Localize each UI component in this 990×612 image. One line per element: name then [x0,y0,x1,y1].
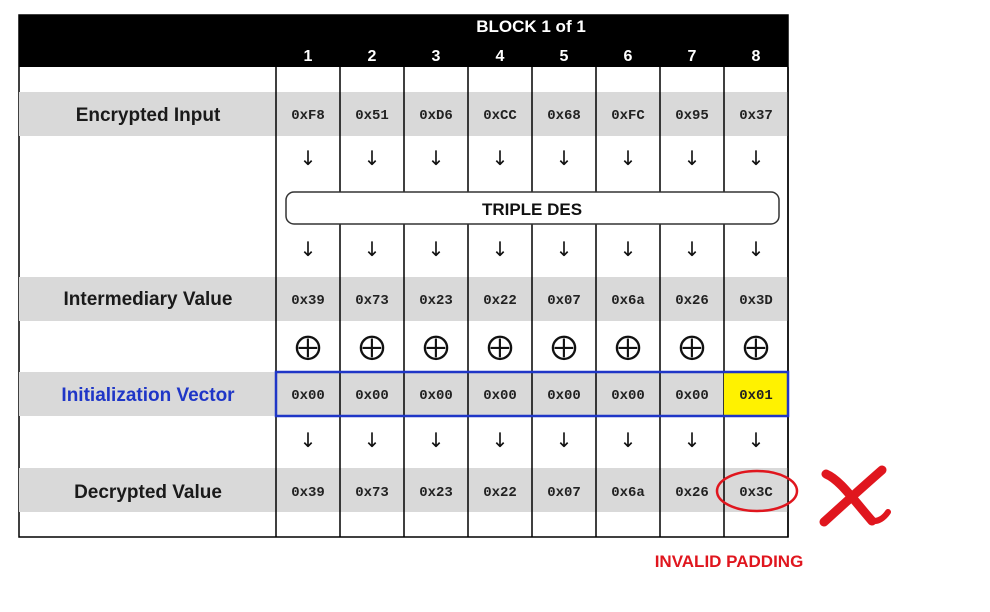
arrow-down-icon: ↓ [747,237,765,261]
xor-icon: ⨁ [487,332,513,362]
encrypted-input-cell-7: 0x95 [675,108,709,124]
intermediary-value-cell-8: 0x3D [739,293,773,309]
arrow-down-icon: ↓ [747,146,765,170]
arrow-down-icon: ↓ [555,146,573,170]
column-header-1: 1 [303,48,313,65]
decrypted-value-label: Decrypted Value [74,482,222,503]
decrypted-value-cell-2: 0x73 [355,485,389,501]
decrypted-value-cell-5: 0x07 [547,485,581,501]
arrow-down-icon: ↓ [619,146,637,170]
xor-icon: ⨁ [743,332,769,362]
arrow-down-icon: ↓ [363,237,381,261]
intermediary-value-cell-4: 0x22 [483,293,517,309]
arrow-down-icon: ↓ [619,428,637,452]
column-header-7: 7 [687,48,697,65]
arrow-down-icon: ↓ [299,146,317,170]
intermediary-value-cell-3: 0x23 [419,293,453,309]
arrow-down-icon: ↓ [427,428,445,452]
column-header-4: 4 [495,48,505,65]
arrow-down-icon: ↓ [491,428,509,452]
encrypted-input-cell-8: 0x37 [739,108,773,124]
xor-icon: ⨁ [423,332,449,362]
arrow-down-icon: ↓ [363,428,381,452]
arrow-down-icon: ↓ [619,237,637,261]
initialization-vector-cell-3: 0x00 [419,388,453,404]
arrow-down-icon: ↓ [491,237,509,261]
invalid-padding-label: INVALID PADDING [654,552,804,571]
xor-icon: ⨁ [679,332,705,362]
initialization-vector-cell-1: 0x00 [291,388,325,404]
intermediary-value-cell-6: 0x6a [611,293,645,309]
arrow-down-icon: ↓ [363,146,381,170]
decrypted-value-cell-7: 0x26 [675,485,709,501]
xor-icon: ⨁ [615,332,641,362]
cross-mark-icon [824,470,888,522]
arrow-down-icon: ↓ [555,428,573,452]
arrow-down-icon: ↓ [427,237,445,261]
decrypted-value-cell-4: 0x22 [483,485,517,501]
intermediary-value-cell-5: 0x07 [547,293,581,309]
arrow-down-icon: ↓ [427,146,445,170]
arrow-down-icon: ↓ [683,146,701,170]
initialization-vector-cell-8: 0x01 [739,388,773,404]
xor-icon: ⨁ [359,332,385,362]
initialization-vector-cell-4: 0x00 [483,388,517,404]
encrypted-input-cell-3: 0xD6 [419,108,453,124]
initialization-vector-cell-2: 0x00 [355,388,389,404]
encrypted-input-cell-1: 0xF8 [291,108,325,124]
initialization-vector-cell-7: 0x00 [675,388,709,404]
triple-des-label: TRIPLE DES [481,200,583,219]
encrypted-input-cell-5: 0x68 [547,108,581,124]
encrypted-input-label: Encrypted Input [75,105,221,126]
column-header-3: 3 [431,48,441,65]
arrow-down-icon: ↓ [299,428,317,452]
initialization-vector-cell-6: 0x00 [611,388,645,404]
arrow-down-icon: ↓ [555,237,573,261]
arrow-down-icon: ↓ [683,237,701,261]
encrypted-input-cell-4: 0xCC [483,108,517,124]
decrypted-value-cell-3: 0x23 [419,485,453,501]
intermediary-value-cell-1: 0x39 [291,293,325,309]
arrow-down-icon: ↓ [299,237,317,261]
column-header-6: 6 [623,48,633,65]
intermediary-value-cell-7: 0x26 [675,293,709,309]
column-header-2: 2 [367,48,377,65]
arrow-down-icon: ↓ [747,428,765,452]
xor-icon: ⨁ [551,332,577,362]
block-title: BLOCK 1 of 1 [476,17,586,36]
initialization-vector-label: Initialization Vector [61,385,235,406]
decrypted-value-cell-6: 0x6a [611,485,645,501]
intermediary-value-cell-2: 0x73 [355,293,389,309]
header-band [19,15,788,67]
encrypted-input-cell-6: 0xFC [611,108,645,124]
arrow-down-icon: ↓ [491,146,509,170]
decrypted-value-cell-1: 0x39 [291,485,325,501]
decrypted-value-cell-8: 0x3C [739,485,773,501]
column-header-8: 8 [751,48,761,65]
encrypted-input-cell-2: 0x51 [355,108,389,124]
initialization-vector-cell-5: 0x00 [547,388,581,404]
arrow-down-icon: ↓ [683,428,701,452]
column-header-5: 5 [559,48,569,65]
xor-icon: ⨁ [295,332,321,362]
intermediary-value-label: Intermediary Value [63,289,233,310]
